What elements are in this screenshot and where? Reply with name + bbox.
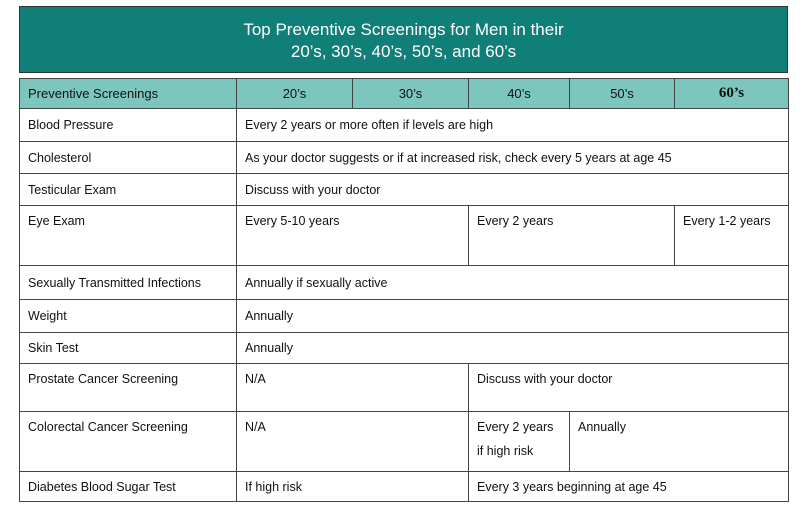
header-20s: 20’s [237,79,353,109]
table-row [20,266,789,300]
title-line-1: Top Preventive Screenings for Men in their [243,20,564,39]
sti-value: Annually if sexually active [237,266,789,300]
header-30s: 30’s [353,79,469,109]
screening-chart [19,6,788,500]
testicular-exam-value: Discuss with your doctor [237,174,789,206]
row-label-testicular-exam: Testicular Exam [20,174,237,206]
prostate-20s-30s: N/A [237,364,469,412]
table-row [20,333,789,364]
row-label-skin-test: Skin Test [20,333,237,364]
table-row [20,174,789,206]
skin-test-value: Annually [237,333,789,364]
row-label-colorectal: Colorectal Cancer Screening [20,412,237,472]
table-row [20,109,789,142]
header-row [20,79,789,109]
row-label-eye-exam: Eye Exam [20,206,237,266]
table-row [20,142,789,174]
table-row [20,364,789,412]
header-40s: 40’s [469,79,570,109]
header-60s: 60’s [675,79,789,109]
row-label-prostate: Prostate Cancer Screening [20,364,237,412]
weight-value: Annually [237,300,789,333]
table-row [20,300,789,333]
chart-title [19,6,788,73]
screening-table [19,78,789,502]
header-preventive-screenings: Preventive Screenings [20,79,237,109]
eye-exam-60s: Every 1-2 years [675,206,789,266]
row-label-diabetes: Diabetes Blood Sugar Test [20,472,237,502]
diabetes-20s-30s: If high risk [237,472,469,502]
diabetes-40s-60s: Every 3 years beginning at age 45 [469,472,789,502]
cholesterol-value: As your doctor suggests or if at increased risk, check every 5 years at age 45 [237,142,789,174]
eye-exam-20s-30s: Every 5-10 years [237,206,469,266]
row-label-sti: Sexually Transmitted Infections [20,266,237,300]
colorectal-20s-30s: N/A [237,412,469,472]
table-row [20,412,789,472]
blood-pressure-value: Every 2 years or more often if levels are high [237,109,789,142]
row-label-cholesterol: Cholesterol [20,142,237,174]
title-line-2: 20’s, 30’s, 40’s, 50’s, and 60’s [290,42,517,61]
colorectal-50s-60s: Annually [570,412,789,472]
colorectal-40s: Every 2 years if high risk [469,412,570,472]
header-50s: 50’s [570,79,675,109]
prostate-40s-60s: Discuss with your doctor [469,364,789,412]
eye-exam-40s-50s: Every 2 years [469,206,675,266]
table-row [20,472,789,502]
row-label-weight: Weight [20,300,237,333]
row-label-blood-pressure: Blood Pressure [20,109,237,142]
table-row [20,206,789,266]
